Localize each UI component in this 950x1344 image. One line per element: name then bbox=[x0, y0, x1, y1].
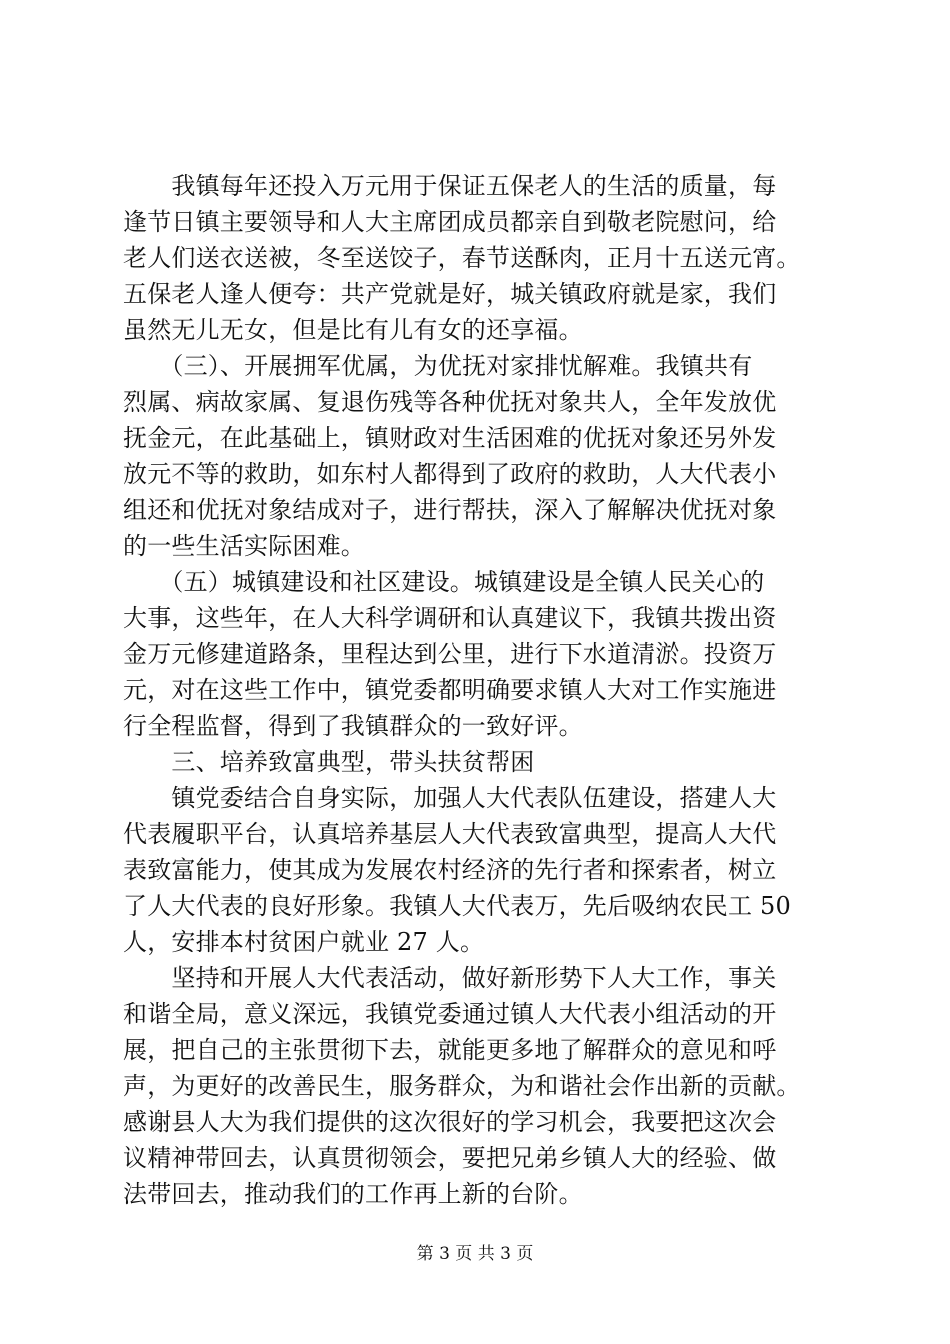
text-line: 展，把自己的主张贯彻下去，就能更多地了解群众的意见和呼 bbox=[123, 1036, 777, 1064]
text-line: 逢节日镇主要领导和人大主席团成员都亲自到敬老院慰问，给 bbox=[123, 208, 777, 236]
text-line: 代表履职平台，认真培养基层人大代表致富典型，提高人大代 bbox=[123, 820, 777, 848]
text-line: 表致富能力，使其成为发展农村经济的先行者和探索者，树立 bbox=[123, 856, 777, 884]
text-line: 烈属、病故家属、复退伤残等各种优抚对象共人，全年发放优 bbox=[123, 388, 777, 416]
text-line: 和谐全局，意义深远，我镇党委通过镇人大代表小组活动的开 bbox=[123, 1000, 777, 1028]
text-line: 镇党委结合自身实际，加强人大代表队伍建设，搭建人大 bbox=[123, 784, 777, 812]
text-line: 感谢县人大为我们提供的这次很好的学习机会，我要把这次会 bbox=[123, 1108, 777, 1136]
text-line: 声，为更好的改善民生，服务群众，为和谐社会作出新的贡献。 bbox=[123, 1072, 801, 1100]
text-line: 五保老人逢人便夸：共产党就是好，城关镇政府就是家，我们 bbox=[123, 280, 777, 308]
text-line: 了人大代表的良好形象。我镇人大代表万，先后吸纳农民工 50 bbox=[123, 892, 791, 920]
text-line: 我镇每年还投入万元用于保证五保老人的生活的质量，每 bbox=[123, 172, 777, 200]
text-line: 放元不等的救助，如东村人都得到了政府的救助，人大代表小 bbox=[123, 460, 777, 488]
page-number-footer: 第 3 页 共 3 页 bbox=[416, 1244, 534, 1264]
text-line: 议精神带回去，认真贯彻领会，要把兄弟乡镇人大的经验、做 bbox=[123, 1144, 777, 1172]
text-line: 虽然无儿无女，但是比有儿有女的还享福。 bbox=[123, 316, 583, 344]
text-line: 坚持和开展人大代表活动，做好新形势下人大工作，事关 bbox=[123, 964, 777, 992]
text-line: 老人们送衣送被，冬至送饺子，春节送酥肉，正月十五送元宵。 bbox=[123, 244, 801, 272]
text-line: （五）城镇建设和社区建设。城镇建设是全镇人民关心的 bbox=[123, 568, 765, 596]
text-line: 抚金元，在此基础上，镇财政对生活困难的优抚对象还另外发 bbox=[123, 424, 777, 452]
text-line: 元，对在这些工作中，镇党委都明确要求镇人大对工作实施进 bbox=[123, 676, 777, 704]
text-line: 的一些生活实际困难。 bbox=[123, 532, 365, 560]
text-line: 人，安排本村贫困户就业 27 人。 bbox=[123, 928, 485, 956]
text-line: 法带回去，推动我们的工作再上新的台阶。 bbox=[123, 1180, 583, 1208]
section-heading: 三、培养致富典型，带头扶贫帮困 bbox=[123, 748, 535, 776]
text-line: 行全程监督，得到了我镇群众的一致好评。 bbox=[123, 712, 583, 740]
text-line: 大事，这些年，在人大科学调研和认真建议下，我镇共拨出资 bbox=[123, 604, 777, 632]
text-line: 组还和优抚对象结成对子，进行帮扶，深入了解解决优抚对象 bbox=[123, 496, 777, 524]
text-line: 金万元修建道路条，里程达到公里，进行下水道清淤。投资万 bbox=[123, 640, 777, 668]
document-body bbox=[123, 168, 843, 1212]
text-line: （三）、开展拥军优属，为优抚对家排忧解难。我镇共有 bbox=[123, 352, 753, 380]
